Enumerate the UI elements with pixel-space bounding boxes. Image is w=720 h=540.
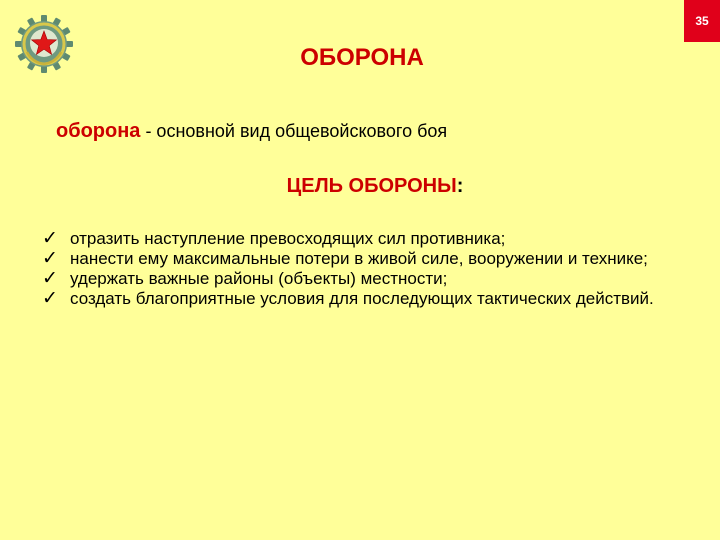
- checkmark-icon: ✓: [42, 248, 58, 269]
- goals-heading-colon: :: [456, 175, 464, 197]
- page-number: 35: [695, 14, 709, 28]
- goal-text: создать благоприятные условия для последующих тактических действий.: [70, 289, 654, 308]
- list-item: [42, 269, 682, 289]
- goal-text: нанести ему максимальные потери в живой силе, вооружении и технике;: [70, 249, 648, 268]
- definition-text: - основной вид общевойскового боя: [140, 121, 448, 141]
- checkmark-icon: ✓: [42, 228, 58, 249]
- list-item: [42, 229, 682, 249]
- definition-term: оборона: [56, 120, 141, 142]
- goals-heading: [0, 175, 720, 198]
- goal-text: отразить наступление превосходящих сил противника;: [70, 229, 506, 248]
- goals-heading-text: ЦЕЛЬ ОБОРОНЫ: [286, 175, 457, 197]
- checkmark-icon: ✓: [42, 268, 58, 289]
- definition-line: [56, 120, 447, 143]
- slide-title: ОБОРОНА: [300, 44, 424, 71]
- goal-text: удержать важные районы (объекты) местности;: [70, 269, 448, 288]
- list-item: [42, 289, 682, 309]
- page-number-badge: [684, 0, 720, 42]
- goals-list: [42, 229, 682, 309]
- list-item: [42, 249, 682, 269]
- checkmark-icon: ✓: [42, 288, 58, 309]
